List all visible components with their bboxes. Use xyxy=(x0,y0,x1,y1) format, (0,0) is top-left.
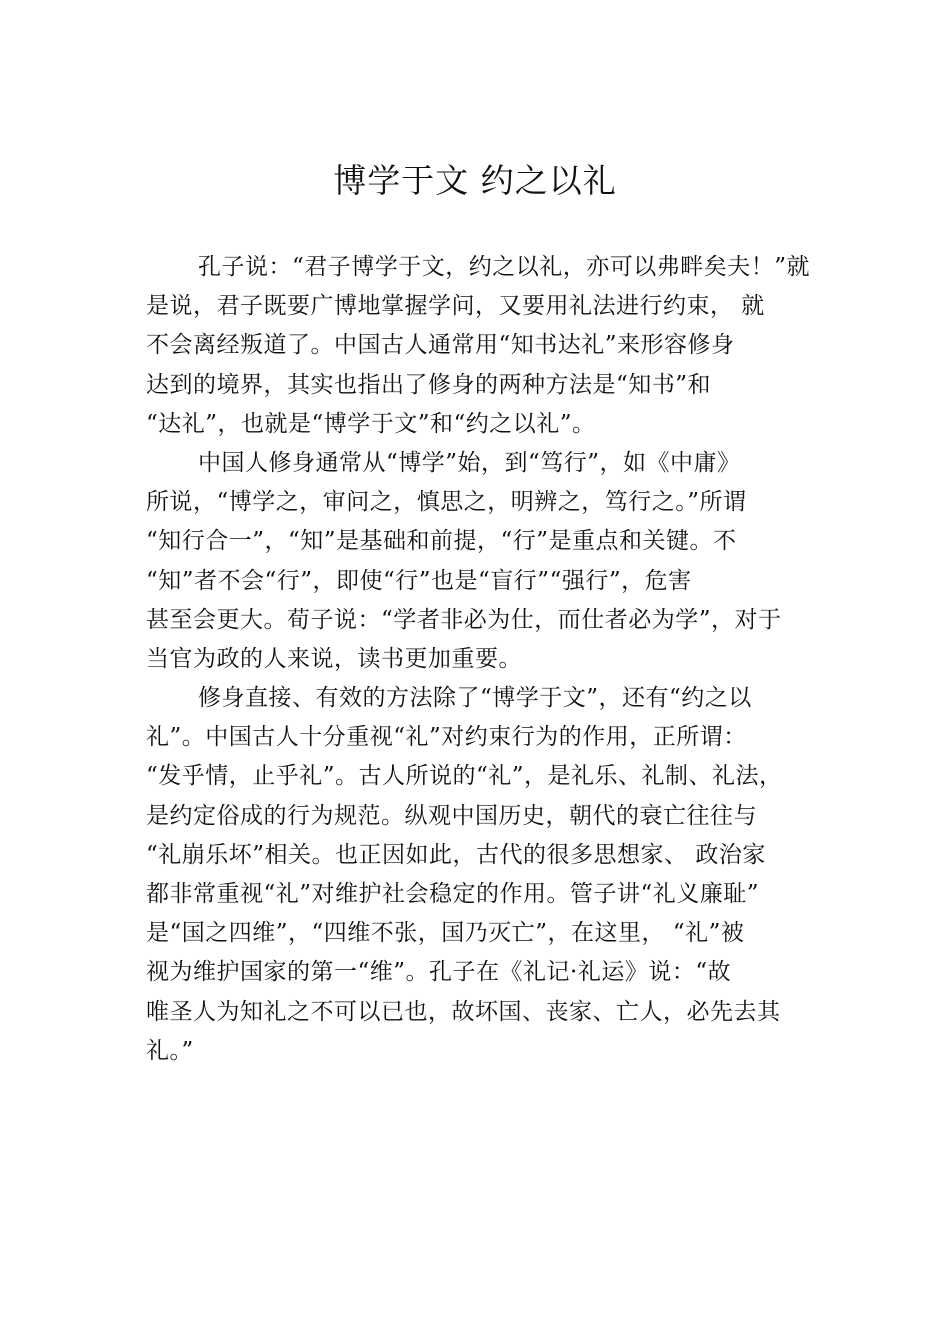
paragraph-2 xyxy=(146,444,846,679)
paragraph-line: 礼”。中国古人十分重视“礼”对约束行为的作用，正所谓： xyxy=(146,724,747,751)
paragraph-line: 所说，“博学之，审问之，慎思之，明辨之，笃行之。”所谓 xyxy=(146,489,747,516)
paragraph-line: “发乎情，止乎礼”。古人所说的“礼”，是礼乐、礼制、礼法， xyxy=(146,763,783,790)
paragraph-line: “达礼”，也就是“博学于文”和“约之以礼”。 xyxy=(146,410,596,437)
paragraph-line: 都非常重视“礼”对维护社会稳定的作用。管子讲“礼义廉耻” xyxy=(146,881,760,907)
paragraph-line: “知”者不会“行”，即使“行”也是“盲行”“强行”，危害 xyxy=(146,567,692,594)
paragraph-line: 中国人修身通常从“博学”始，到“笃行”，如《中庸》 xyxy=(198,449,741,476)
document-title: 博学于文 约之以礼 xyxy=(333,161,617,200)
paragraph-line: “礼崩乐坏”相关。也正因如此，古代的很多思想家、 政治家 xyxy=(146,841,766,868)
paragraph-line: 达到的境界，其实也指出了修身的两种方法是“知书”和 xyxy=(146,371,712,398)
paragraph-line: 孔子说：“君子博学于文，约之以礼，亦可以弗畔矣夫！”就 xyxy=(198,254,811,280)
paragraph-line: 不会离经叛道了。中国古人通常用“知书达礼”来形容修身 xyxy=(146,332,735,359)
paragraph-line: 是“国之四维”，“四维不张，国乃灭亡”，在这里， “礼”被 xyxy=(146,920,745,947)
paragraph-line: “知行合一”，“知”是基础和前提，“行”是重点和关键。不 xyxy=(146,528,737,555)
paragraph-line: 视为维护国家的第一“维”。孔子在《礼记·礼运》说：“故 xyxy=(146,959,732,986)
paragraph-1 xyxy=(146,248,846,444)
paragraph-line: 是说，君子既要广博地掌握学问，又要用礼法进行约束， 就 xyxy=(146,293,765,320)
paragraph-line: 唯圣人为知礼之不可以已也，故坏国、丧家、亡人，必先去其 xyxy=(146,998,781,1025)
paragraph-line: 修身直接、有效的方法除了“博学于文”，还有“约之以 xyxy=(198,685,752,712)
paragraph-line: 礼。” xyxy=(146,1037,194,1064)
paragraph-line: 是约定俗成的行为规范。纵观中国历史，朝代的衰亡往往与 xyxy=(146,802,757,829)
document-body xyxy=(146,248,846,1071)
paragraph-3 xyxy=(146,679,846,1071)
paragraph-line: 当官为政的人来说，读书更加重要。 xyxy=(146,645,522,672)
paragraph-line: 甚至会更大。荀子说：“学者非必为仕，而仕者必为学”，对于 xyxy=(146,606,782,633)
